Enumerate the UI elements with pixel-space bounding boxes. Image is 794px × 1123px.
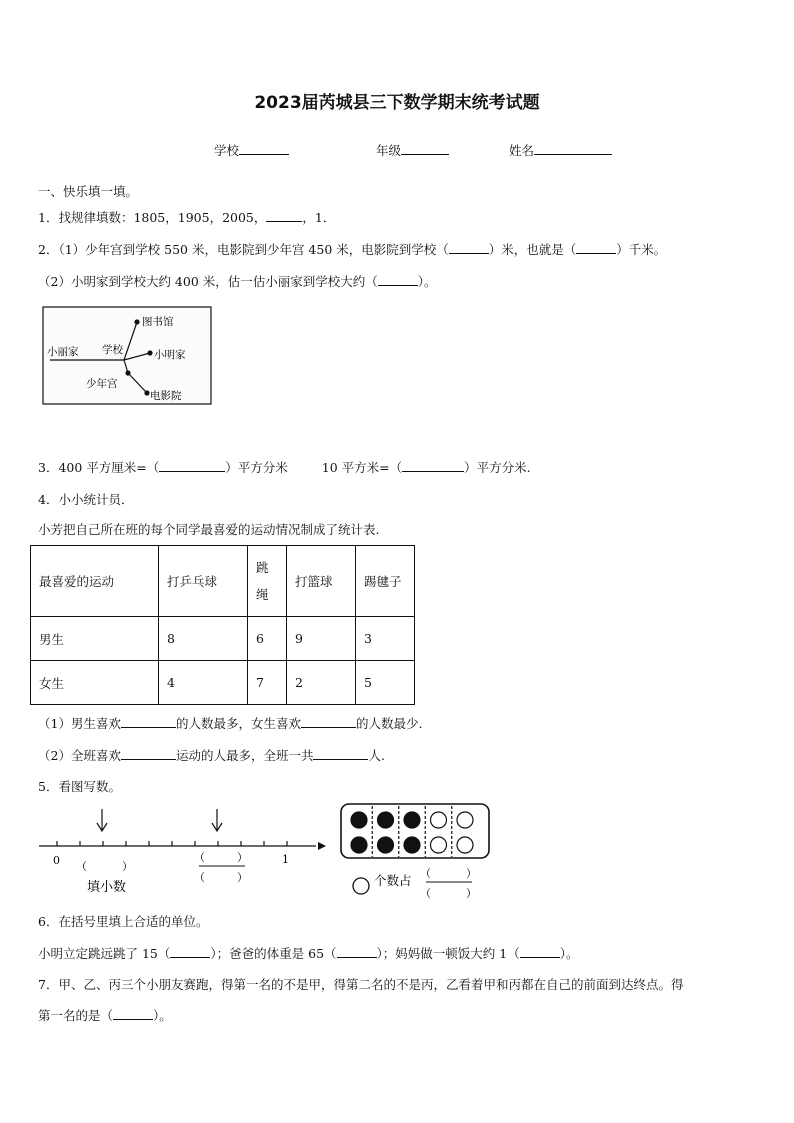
palace-point: [125, 370, 130, 375]
q4-s1-text-a: （1）男生喜欢: [38, 716, 121, 731]
denominator-paren-open: （: [420, 887, 431, 900]
q3-text-d: ）平方分米.: [464, 460, 531, 475]
grade-field[interactable]: [376, 141, 449, 159]
q4-blank-class-total[interactable]: [313, 747, 368, 760]
map-figure: [40, 305, 215, 407]
q7-text-a: 第一名的是（: [38, 1008, 114, 1023]
number-line-arrowhead: [318, 842, 326, 850]
q6-text-a: 小明立定跳远跳了 15（: [38, 946, 171, 961]
label-school: 学校: [102, 344, 123, 356]
label-one: 1: [282, 853, 289, 866]
school-blank[interactable]: [239, 142, 289, 155]
table-header-cell: 最喜爱的运动: [31, 546, 159, 617]
q2-blank-estimate[interactable]: [378, 273, 418, 286]
question-2-part-1: [38, 240, 666, 258]
q6-text-c: ）；妈妈做一顿饭大约 1（: [376, 946, 520, 961]
table-header-cell: 打篮球: [287, 546, 356, 617]
q7-text-b: ）。: [153, 1008, 172, 1023]
question-7-line-1: 7．甲、乙、丙三个小朋友赛跑，得第一名的不是甲，得第二名的不是丙，乙看着甲和丙都在自己的前面到达终点。得: [38, 977, 684, 992]
question-4-sub-1: [38, 714, 422, 732]
table-cell: 9: [287, 617, 356, 661]
fill-decimal-label: 填小数: [87, 880, 127, 895]
numerator-paren-close: ）: [237, 851, 248, 864]
page-title: 2023届芮城县三下数学期末统考试题: [254, 93, 540, 113]
q4-s1-text-b: 的人数最多，女生喜欢: [175, 716, 301, 731]
empty-dot: [457, 812, 473, 828]
q2-blank-meters[interactable]: [449, 241, 489, 254]
table-cell: 6: [248, 617, 287, 661]
dots-figure: [338, 802, 498, 902]
q7-blank-winner[interactable]: [113, 1007, 153, 1020]
label-library: 图书馆: [142, 316, 174, 328]
q2-p1-end: ）千米。: [616, 242, 667, 257]
q3-blank-1[interactable]: [159, 459, 225, 472]
number-line-ticks: [57, 841, 287, 846]
section-heading: 一、快乐填一填。: [38, 184, 139, 199]
q6-blank-weight[interactable]: [337, 945, 377, 958]
question-7-line-2: [38, 1006, 172, 1024]
library-point: [134, 319, 139, 324]
q4-s1-text-c: 的人数最少.: [355, 716, 423, 731]
q4-blank-boys-most[interactable]: [121, 715, 176, 728]
question-4-title: 4．小小统计员．: [38, 492, 134, 507]
numerator-paren-open: （: [194, 851, 205, 864]
q4-s2-text-c: 人.: [368, 748, 385, 763]
label-xiaoli-home: 小丽家: [47, 346, 79, 358]
table-cell: 男生: [31, 617, 159, 661]
answer-circle[interactable]: [353, 878, 369, 894]
q6-blank-jump[interactable]: [170, 945, 210, 958]
q4-blank-class-most[interactable]: [121, 747, 176, 760]
answer-paren-close: ）: [122, 860, 133, 873]
dots-text: 个数占: [374, 873, 412, 888]
label-xiaoming-home: 小明家: [154, 349, 186, 361]
q3-text-a: 3．400 平方厘米=（: [38, 460, 160, 475]
q6-text-b: ）；爸爸的体重是 65（: [210, 946, 337, 961]
q1-blank[interactable]: [266, 209, 302, 222]
denominator-paren-close: ）: [466, 887, 477, 900]
table-header-cell: 打乒乓球: [159, 546, 248, 617]
q3-text-c: 10 平方米=（: [321, 460, 403, 475]
sports-table: [30, 545, 415, 705]
table-header-cell: 踢毽子: [356, 546, 415, 617]
name-blank[interactable]: [534, 142, 612, 155]
q3-blank-2[interactable]: [402, 459, 464, 472]
q2-p1-mid: ）米，也就是（: [488, 242, 577, 257]
table-cell: 3: [356, 617, 415, 661]
empty-dot: [431, 837, 447, 853]
denominator-paren-open: （: [194, 871, 205, 884]
question-1: [38, 208, 335, 226]
table-cell: 女生: [31, 661, 159, 705]
filled-dot: [378, 812, 394, 828]
q6-blank-time[interactable]: [520, 945, 560, 958]
filled-dot: [351, 837, 367, 853]
numerator-paren-close: ）: [466, 867, 477, 880]
question-3: [38, 458, 531, 476]
table-row: [31, 661, 415, 705]
table-cell: 4: [159, 661, 248, 705]
label-youth-palace: 少年宫: [86, 378, 118, 390]
question-6-title: 6．在括号里填上合适的单位。: [38, 914, 209, 929]
q1-tail: ，1．: [302, 210, 336, 225]
school-label: 学校: [214, 143, 240, 158]
table-cell: 7: [248, 661, 287, 705]
answer-paren-open: （: [76, 860, 87, 873]
q2-p2-text: （2）小明家到学校大约 400 米，估一估小丽家到学校大约（: [38, 274, 378, 289]
question-6-body: [38, 944, 578, 962]
question-2-part-2: [38, 272, 437, 290]
name-field[interactable]: [509, 141, 612, 159]
table-header-row: [31, 546, 415, 617]
table-cell: 5: [356, 661, 415, 705]
question-4-intro: 小芳把自己所在班的每个同学最喜爱的运动情况制成了统计表.: [38, 522, 380, 537]
number-line-figure: [34, 803, 334, 898]
q4-s2-text-b: 运动的人最多，全班一共: [175, 748, 314, 763]
school-field[interactable]: [214, 141, 289, 159]
name-label: 姓名: [509, 143, 535, 158]
empty-dot: [457, 837, 473, 853]
q4-blank-girls-least[interactable]: [301, 715, 356, 728]
table-header-cell: 跳绳: [248, 546, 287, 617]
filled-dot: [351, 812, 367, 828]
label-zero: 0: [53, 854, 60, 867]
denominator-paren-close: ）: [237, 871, 248, 884]
table-cell: 2: [287, 661, 356, 705]
grade-blank[interactable]: [401, 142, 449, 155]
table-cell: 8: [159, 617, 248, 661]
filled-dot: [404, 812, 420, 828]
empty-dot: [431, 812, 447, 828]
q4-s2-text-a: （2）全班喜欢: [38, 748, 121, 763]
q1-text: 1．找规律填数：1805，1905，2005，: [38, 210, 267, 225]
label-cinema: 电影院: [150, 390, 182, 402]
grade-label: 年级: [376, 143, 402, 158]
filled-dot: [378, 837, 394, 853]
question-4-sub-2: [38, 746, 385, 764]
question-5-title: 5．看图写数。: [38, 779, 121, 794]
numerator-paren-open: （: [420, 867, 431, 880]
q6-text-d: ）。: [559, 946, 579, 961]
q2-blank-km[interactable]: [576, 241, 616, 254]
cinema-point: [144, 390, 149, 395]
q2-p1-text: 2．（1）少年宫到学校 550 米，电影院到少年宫 450 米，电影院到学校（: [38, 242, 449, 257]
q2-p2-end: ）。: [417, 274, 437, 289]
q3-text-b: ）平方分米: [225, 460, 288, 475]
xiaoming-point: [147, 350, 152, 355]
filled-dot: [404, 837, 420, 853]
table-row: [31, 617, 415, 661]
